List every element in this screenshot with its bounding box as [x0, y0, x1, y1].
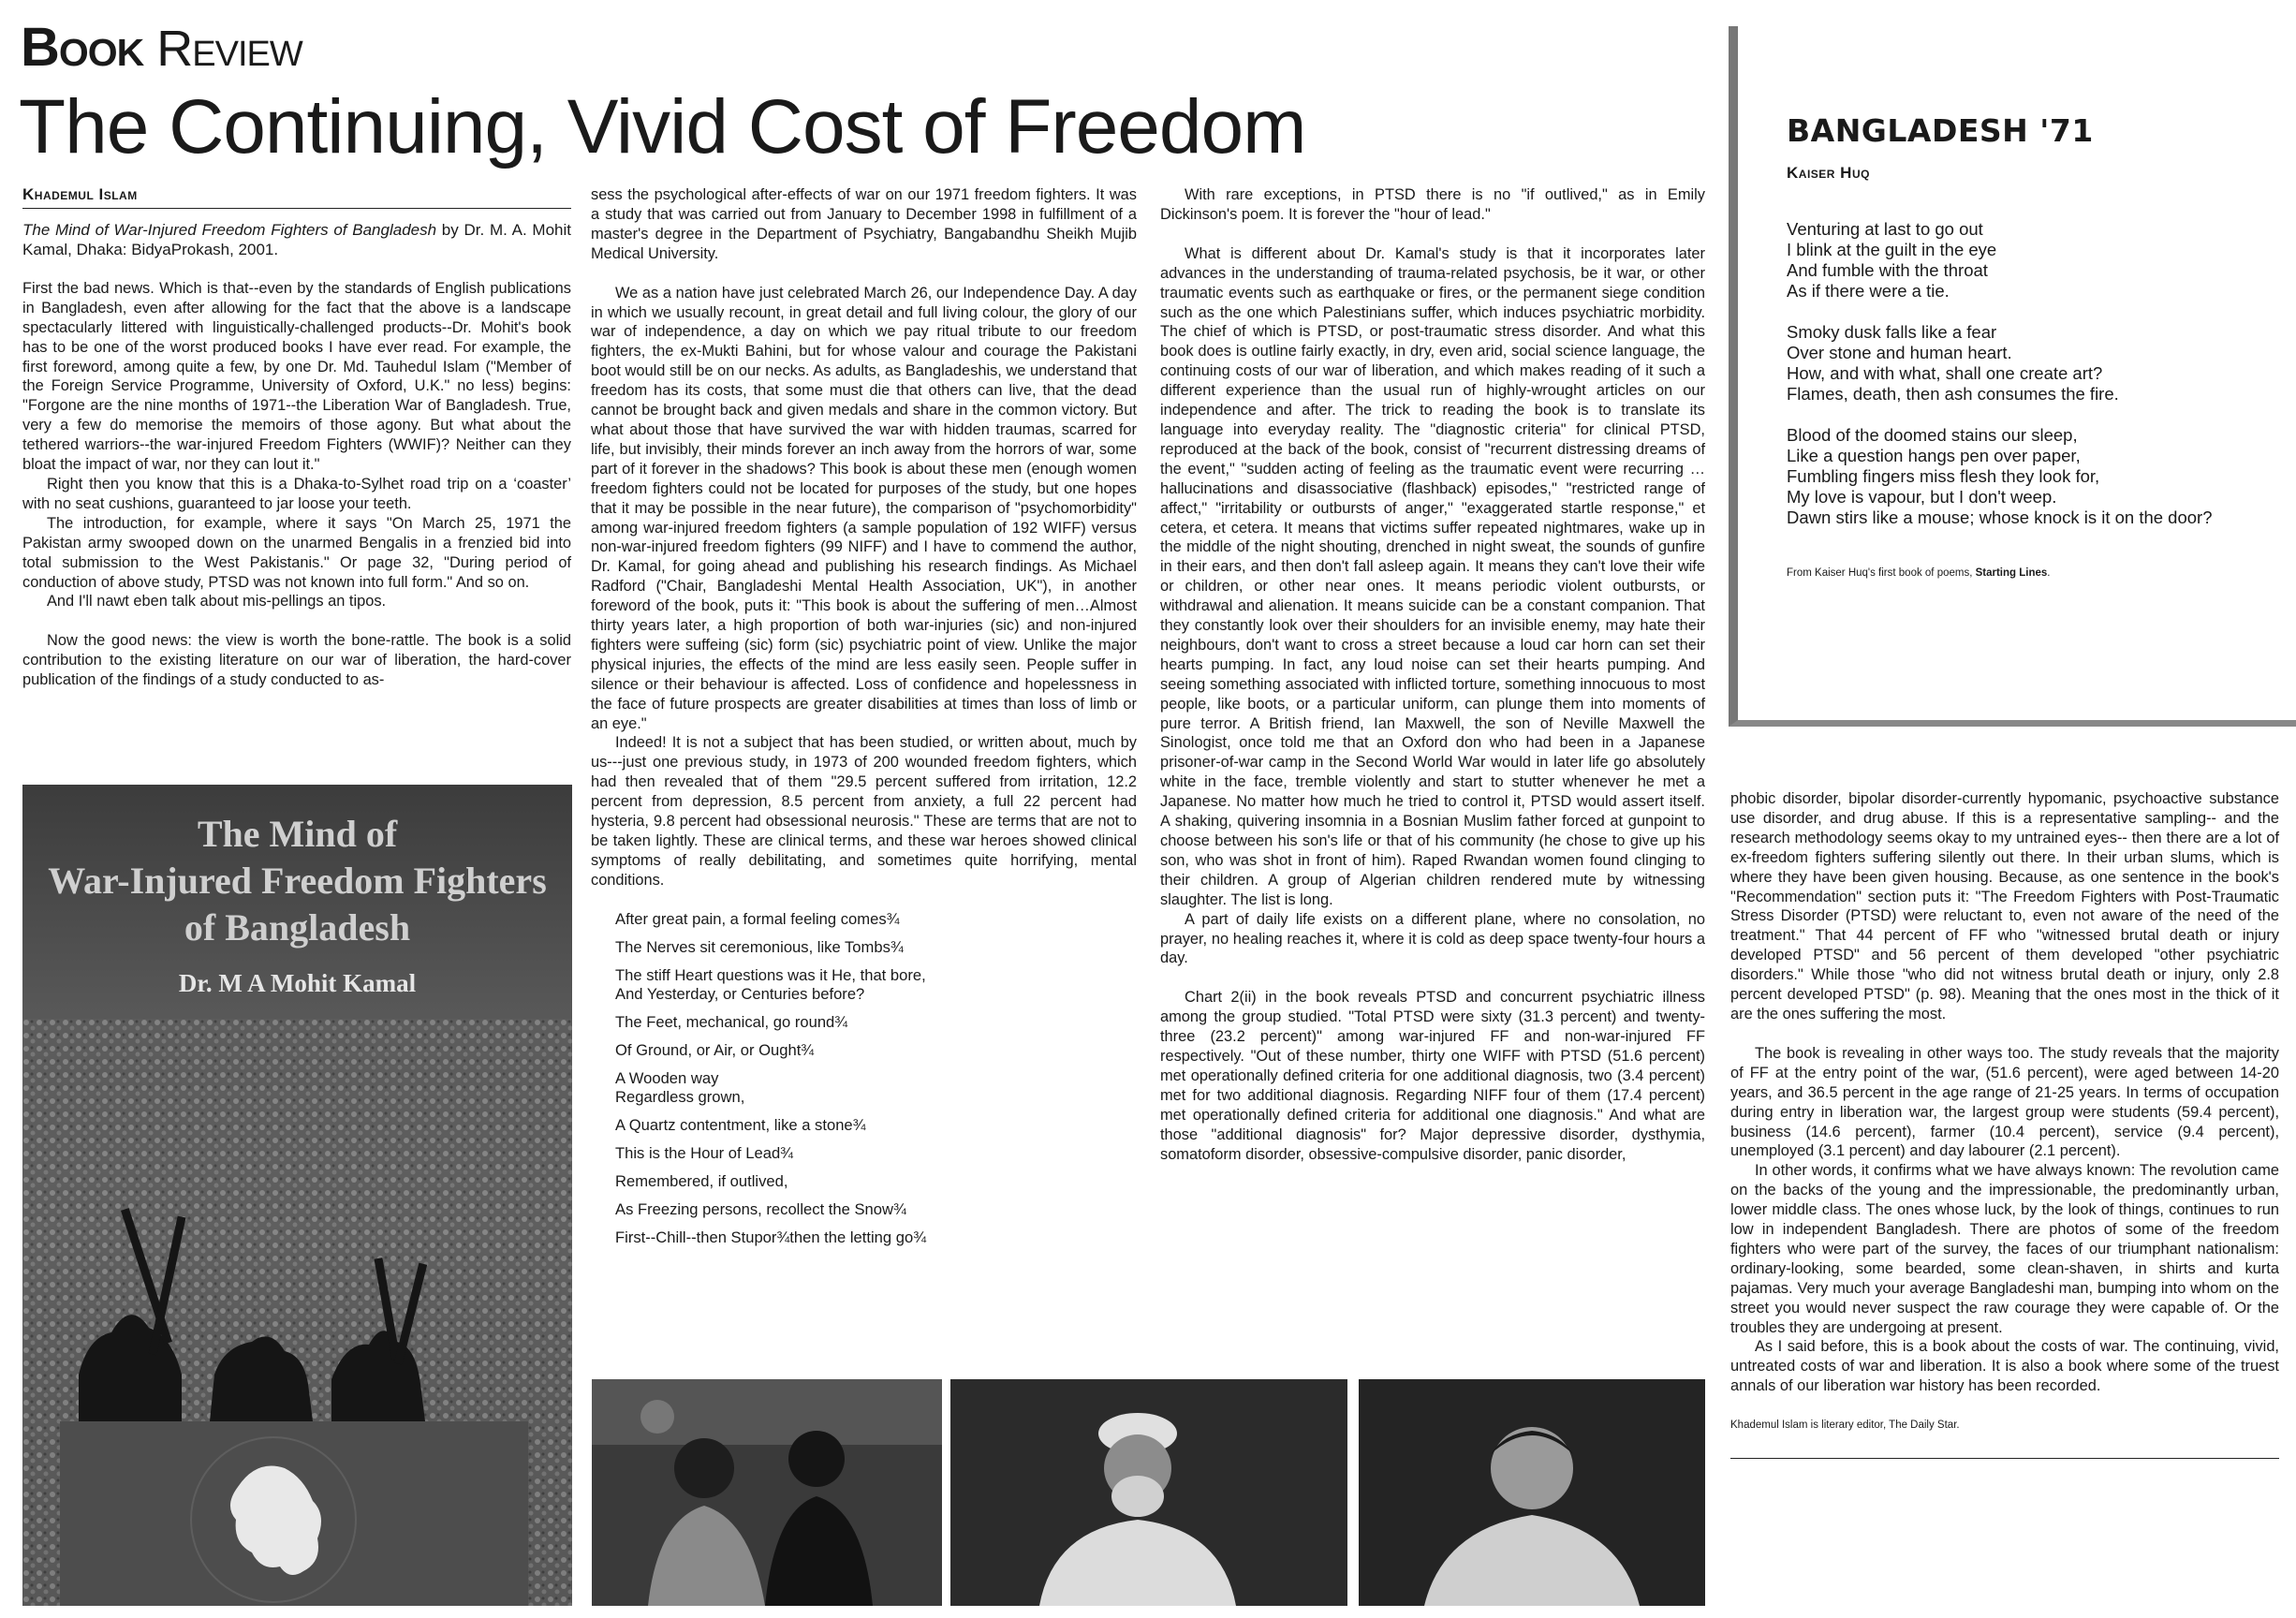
photo-illustration: [592, 1379, 942, 1606]
sidebar-poem-title: BANGLADESH '71: [1787, 112, 2094, 149]
cover-illustration: [22, 1019, 572, 1606]
paragraph: Indeed! It is not a subject that has been studied, or written about, much by us---just one previous study, in 1973 of 200 wounded freedom fighters, which had then revealed that of them "29.5 percent suffered from irritation, 12.2 percent from depression, 8.5 percent from anxiety, a full 22 percent had hysteria, 9.8 percent had obsessional neurosis." These are terms that are not to be taken lightly. These are clinical terms, and these war heroes showed clinical symptoms of really debilitating, and sometimes quite horrifying, mental conditions.: [591, 734, 1137, 889]
paragraph: The introduction, for example, where it says "On March 25, 1971 the Pakistan army swooped down on the unarmed Bengalis in a frenzied bid into total submission to the West Pakistanis." Or page 32, "During period of conduction of above study, PTSD was not known into full form." And so on.: [22, 514, 571, 591]
poem-line: After great pain, a formal feeling comes¾: [615, 909, 900, 928]
dickinson-poem: [591, 910, 1137, 1247]
paragraph: What is different about Dr. Kamal's study is that it incorporates later advances in the understanding of trauma-related psychosis, be it war, or other traumatic events such as earthquake or fires, or the permanent siege condition such as the one which Palestinians suffer, which induces psychiatric morbidity. The chief of which is PTSD, or post-traumatic stress disorder. And what this book does is outline fairly exactly, in dry, even arid, social science language, the continuing costs of our war of liberation, and which makes reading of it such a different experience than the usual run of highly-wrought articles on our independence and after. The trick to reading the book is to translate its language into everyday reality. The "diagnostic criteria" for clinical PTSD, reproduced at the back of the book, consist of "recurrent distressing dreams of the event," "sudden acting of feeling as the traumatic event were recurring … hallucinations and disassociative (flashback) episodes," "restricted range of affect," "irritability or outbursts of anger," "exaggerated startle response," et cetera, et cetera. It means that victims suffer repeated nightmares, wake up in the middle of the night shouting, drenched in night sweat, the sounds of gunfire in their ears, and then don't fall asleep again. It means they can't love their wife or children, or other near ones. It means periodic violent outbursts, or withdrawal and alienation. It means suicide can be a constant companion. That they constantly look over their shoulders for an invisible enemy, may hate their neighbours, don't want to cross a street because a loud car horn can set their hearts pumping. In fact, any loud noise can set their hearts pumping. And seeing something associated with inflicted torture, something innocuous to most people, like boots, or a particular uniform, can plunge them into moments of pure terror. A British friend, Ian Maxwell, the son of Neville Maxwell the Sinologist, once told me that an Oxford don who had been in a Japanese prisoner-of-war camp in the Second World War would in later life go absolutely white in the face, tremble violently and start to stutter whenever he met a Japanese. No matter how much he tried to control it, PTSD would assert itself. A shaking, quivering insomnia in a Bosnian Muslim father forced at gunpoint to choose between his son's life or that of his community (he chose to give up his son, who was shot in front of him). Raped Rwandan women found clinging to their children. A group of Algerian children rendered mute by witnessing slaughter. The list is long.: [1160, 244, 1705, 908]
poem-sidebar: [1729, 26, 2296, 727]
poem-stanza: Venturing at last to go out I blink at the guilt in the eye And fumble with the throat As if there were a tie.: [1787, 219, 1997, 301]
paragraph: First the bad news. Which is that--even by the standards of English publications in Bangladesh, even after allowing for the fact that the above is a landscape spectacularly littered with linguistically-challenged products--Dr. Mohit's book has to be one of the worst produced books I have ever read. For example, the first foreword, among quite a few, by one Dr. Md. Tauhedul Islam ("Member of the Foreign Service Programme, University of Oxford, U.K." no less) begins: "Forgone are the nine months of 1971--the Liberation War of Bangladesh. True, very a few do memorise the memoirs of those agony. But what about the tethered warriors--the war-injured Freedom Fighters (WWIF)? Neither can they bloat the impact of war, nor they can lout it.": [22, 279, 571, 474]
photo-clean-shaven-freedom-fighter: [1359, 1379, 1705, 1606]
poem-line: Remembered, if outlived,: [615, 1171, 788, 1190]
sidebar-poem-body: [1787, 219, 2292, 549]
cover-title: [22, 811, 572, 951]
credit-suffix: .: [2047, 567, 2051, 579]
poem-line: First--Chill--then Stupor¾then the letting go¾: [615, 1228, 927, 1246]
book-citation: [22, 220, 571, 259]
sidebar-credit: [1787, 567, 2051, 579]
cover-author: Dr. M A Mohit Kamal: [178, 969, 417, 997]
book-meta: by Dr. M. A. Mohit Kamal, Dhaka: BidyaProkash, 2001.: [22, 220, 571, 258]
cover-title-line: of Bangladesh: [184, 906, 411, 949]
poem-line: The Feet, mechanical, go round¾: [615, 1012, 848, 1031]
paragraph: sess the psychological after-effects of war on our 1971 freedom fighters. It was a study that was carried out from January to December 1998 in fulfillment of a master's degree in the Department of Psychiatry, Bangabandhu Sheikh Mujib Medical University.: [591, 186, 1137, 262]
kicker-light: Review: [156, 21, 302, 77]
poem-stanza: Blood of the doomed stains our sleep, Like a question hangs pen over paper, Fumbling fingers miss flesh they look for, My love is vapour, but I don't weep. Dawn stirs like a mouse; whose knock is it on the door?: [1787, 425, 2213, 527]
paragraph: phobic disorder, bipolar disorder-currently hypomanic, psychoactive substance use disorder, and drug abuse. If this is a representative sampling-- and the research methodology seems okay to my untrained eyes-- then there are a lot of ex-freedom fighters suffering silently out there. In their urban slums, which is where they have been given housing. Because, as one sentence in the book's "Recommendation" section puts it: "The Freedom Fighters with Post-Traumatic Stress Disorder (PTSD) were reluctant to, even not aware of the need of the treatment." That 44 percent of FF who "witnessed brutal death or injury developed PTSD" and 56 percent of them developed "other psychiatric disorders." While those "who did not witness brutal death or injury, only 2.8 percent developed PTSD" (p. 98). Meaning that the ones most in the thick of it are the ones suffering the most.: [1730, 790, 2279, 1022]
photo-bearded-freedom-fighter: [950, 1379, 1347, 1606]
article-column-4: [1730, 789, 2279, 1459]
author-endnote: Khademul Islam is literary editor, The Daily Star.: [1730, 1419, 1960, 1432]
credit-book-title: Starting Lines: [1975, 567, 2048, 579]
byline-rule: [22, 208, 571, 209]
cover-title-line: The Mind of: [197, 813, 398, 855]
paragraph: With rare exceptions, in PTSD there is no "if outlived," as in Emily Dickinson's poem. It is forever the "hour of lead.": [1160, 186, 1705, 223]
paragraph: And I'll nawt eben talk about mis-pellings an tipos.: [47, 593, 387, 610]
poem-line: The stiff Heart questions was it He, that bore, And Yesterday, or Centuries before?: [615, 965, 926, 1003]
kicker-bold: Book: [21, 17, 144, 78]
photo-freedom-fighter-couple: [592, 1379, 942, 1606]
cover-title-line: War-Injured Freedom Fighters: [48, 860, 547, 902]
paragraph: We as a nation have just celebrated March 26, our Independence Day. A day in which we usually recount, in great detail and full living colour, the glory of our war of independence, a day on which we pay ritual tribute to our freedom fighters, the ex-Mukti Bahini, but for whose valour and courage the Pakistani boot would still be on our necks. As adults, as Bangladeshis, we understand that freedom has its costs, that some must die that others can live, that the dead cannot be brought back and given medals and share in the common victory. But what about those that have survived the war with hidden traumas, scarred for life, but invisibly, their minds forever an inch away from the horrors of war, some part of it forever in the shadows? This book is about these men (enough women freedom fighters could not be located for purposes of the study, but one hopes that it may be possible in the near future), the comparison of "psychomorbidity" among war-injured freedom fighters (a sample population of 192 WIFF) versus non-war-injured freedom fighters (99 NIFF) and I have to commend the author, Dr. Kamal, for going ahead and publishing his research findings. As Michael Radford ("Chair, Bangladeshi Mental Health Association, UK"), in another foreword of the book, puts it: "This book is about the suffering of men…Almost thirty years later, a high proportion of both war-injuries (sic) and non-injured fighters were suffeing (sic) form (sic) psychiatric point of view. Unlike the major physical injuries, the effects of the mind are less easily seen. People suffer in silence or their behaviour is affected. Loss of confidence and hopelessness in the face of future prospects are greater disabilities at times than loss of limb or an eye.": [591, 284, 1137, 732]
book-title: The Mind of War-Injured Freedom Fighters of Bangladesh: [22, 220, 437, 239]
paragraph: In other words, it confirms what we have always known: The revolution came on the backs of the young and the impressionable, the predominantly urban, lower middle class. The ones whose luck, by the look of things, continues to run low in independent Bangladesh. There are photos of some of the freedom fighters who were part of the survey, the faces of our triumphant nationalism: ordinary-looking, some bearded, some clean-shaven, in shirts and kurta pajamas. Very much your average Bangladeshi man, bumping into whom on the street you would never suspect the raw courage they were capable of. Or the troubles they are undergoing at present.: [1730, 1162, 2279, 1336]
paragraph: The book is revealing in other ways too. The study reveals that the majority of FF at the entry point of the war, (51.6 percent), were aged between 14-20 years, and 36.5 percent in the age range of 21-25 years. In terms of occupation during entry in liberation war, the largest group were students (59.4 percent), business (14.6 percent), farmer (10.4 percent), service (9.4 percent), unemployed (3.1 percent) and day labourer (2.1 percent).: [1730, 1044, 2279, 1160]
photo-illustration: [1359, 1379, 1705, 1606]
headline: The Continuing, Vivid Cost of Freedom: [19, 84, 1306, 169]
poem-line: The Nerves sit ceremonious, like Tombs¾: [615, 937, 904, 956]
poem-line: A Wooden way Regardless grown,: [615, 1068, 745, 1106]
credit-text: From Kaiser Huq's first book of poems,: [1787, 567, 1976, 579]
section-kicker: [21, 17, 302, 78]
paragraph: Chart 2(ii) in the book reveals PTSD and concurrent psychiatric illness among the group studied. "Total PTSD were sixty (31.3 percent) and twenty-three (23.2 percent)" among war-injured FF and non-war-injured FF respectively. "Out of these number, thirty one WIFF with PTSD (51.6 percent) met operationally defined criteria for one additional diagnosis, two (3.4 percent) met for two additional diagnosis. Regarding NIFF four of them (17.4 percent) met operationally defined criteria for additional one diagnosis." And what are those "additional diagnosis" for? Major depressive disorder, dysthymia, somatoform disorder, obsessive-compulsive disorder, panic disorder,: [1160, 989, 1705, 1163]
sidebar-poem-author: Kaiser Huq: [1787, 164, 1870, 182]
poem-line: A Quartz contentment, like a stone¾: [615, 1115, 866, 1134]
book-cover-image: [22, 785, 572, 1606]
paragraph: A part of daily life exists on a different plane, where no consolation, no prayer, no healing reaches it, where it is cold as deep space twenty-four hours a day.: [1160, 910, 1705, 967]
article-column-3: [1160, 185, 1705, 1165]
poem-stanza: Smoky dusk falls like a fear Over stone and human heart. How, and with what, shall one create art? Flames, death, then ash consumes the fire.: [1787, 322, 2119, 404]
byline: Khademul Islam: [22, 185, 138, 203]
end-rule: [1730, 1458, 2279, 1459]
poem-line: As Freezing persons, recollect the Snow¾: [615, 1199, 906, 1218]
paragraph: Right then you know that this is a Dhaka-to-Sylhet road trip on a ‘coaster’ with no seat cushions, guaranteed to jar loose your teeth.: [22, 475, 571, 512]
poem-line: This is the Hour of Lead¾: [615, 1143, 794, 1162]
paragraph: As I said before, this is a book about the costs of war. The continuing, vivid, untreated costs of war and liberation. It is also a book where some of the truest annals of our liberation war history has been recorded.: [1730, 1338, 2279, 1395]
poem-line: Of Ground, or Air, or Ought¾: [615, 1040, 815, 1059]
paragraph: Now the good news: the view is worth the bone-rattle. The book is a solid contribution to the existing literature on our war of liberation, the hard-cover publication of the findings of a study conducted to as-: [22, 632, 571, 689]
article-column-1: [22, 185, 571, 690]
photo-illustration: [950, 1379, 1347, 1606]
article-column-2: [591, 185, 1137, 1257]
